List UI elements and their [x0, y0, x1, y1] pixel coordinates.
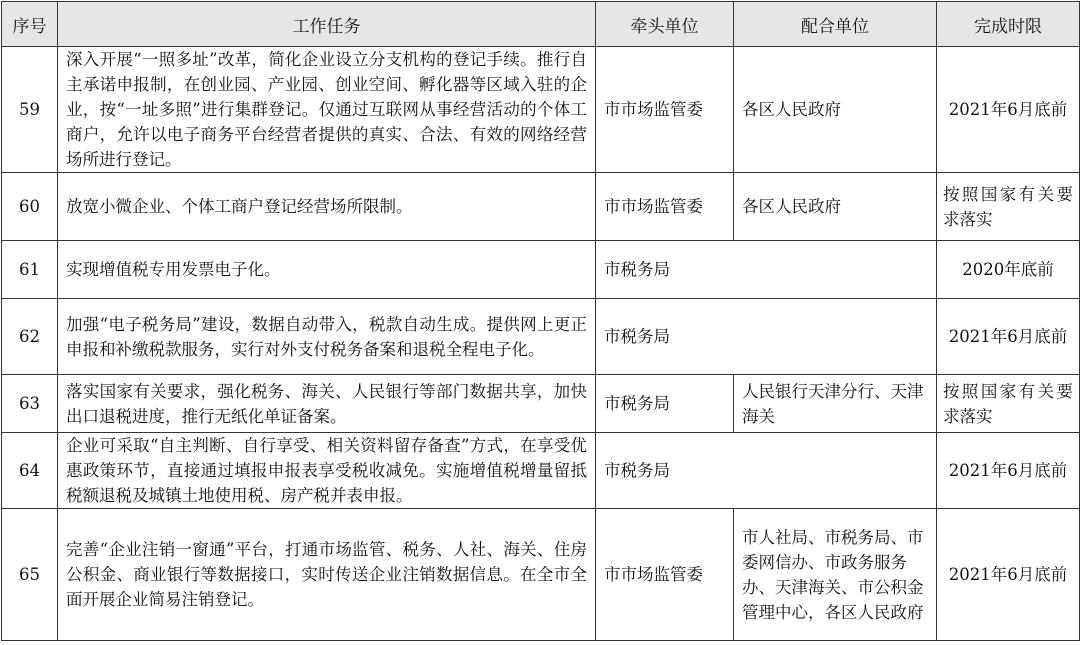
- row-lead-unit: 市税务局: [596, 433, 937, 509]
- header-cooperating-unit: 配合单位: [734, 2, 937, 47]
- table-row: [2, 173, 1080, 241]
- row-lead-unit: 市市场监管委: [596, 509, 734, 641]
- row-lead-unit: 市税务局: [596, 375, 734, 433]
- header-seq: 序号: [2, 2, 58, 47]
- table-header-row: [2, 2, 1080, 47]
- header-lead-unit: 牵头单位: [596, 2, 734, 47]
- row-seq: 60: [2, 173, 58, 241]
- row-seq: 61: [2, 241, 58, 299]
- row-seq: 65: [2, 509, 58, 641]
- row-task: 深入开展“一照多址”改革，简化企业设立分支机构的登记手续。推行自主承诺申报制，在创业园、产业园、创业空间、孵化器等区域入驻的企业，按“一址多照”进行集群登记。仅通过互联网从事经营活动的个体工商户，允许以电子商务平台经营者提供的真实、合法、有效的网络经营场所进行登记。: [58, 47, 596, 173]
- row-lead-unit: 市税务局: [596, 299, 937, 375]
- table-row: [2, 509, 1080, 641]
- row-task: 企业可采取“自主判断、自行享受、相关资料留存备查”方式，在享受优惠政策环节，直接通过填报申报表享受税收减免。实施增值税增量留抵税额退税及城镇土地使用税、房产税并表申报。: [58, 433, 596, 509]
- row-deadline: 2020年底前: [937, 241, 1080, 299]
- row-task: 完善“企业注销一窗通”平台，打通市场监管、税务、人社、海关、住房公积金、商业银行等数据接口，实时传送企业注销数据信息。在全市全面开展企业简易注销登记。: [58, 509, 596, 641]
- header-task: 工作任务: [58, 2, 596, 47]
- row-lead-unit: 市市场监管委: [596, 173, 734, 241]
- table-row: [2, 299, 1080, 375]
- row-deadline: 按照国家有关要求落实: [937, 375, 1080, 433]
- row-deadline: 2021年6月底前: [937, 433, 1080, 509]
- row-deadline: 按照国家有关要求落实: [937, 173, 1080, 241]
- table-row: [2, 47, 1080, 173]
- row-cooperating-unit: 人民银行天津分行、天津海关: [734, 375, 937, 433]
- row-cooperating-unit: 市人社局、市税务局、市委网信办、市政务服务办、天津海关、市公积金管理中心，各区人民政府: [734, 509, 937, 641]
- row-seq: 64: [2, 433, 58, 509]
- row-deadline: 2021年6月底前: [937, 47, 1080, 173]
- row-deadline: 2021年6月底前: [937, 509, 1080, 641]
- row-seq: 59: [2, 47, 58, 173]
- task-table: [1, 1, 1080, 641]
- row-deadline: 2021年6月底前: [937, 299, 1080, 375]
- table-row: [2, 433, 1080, 509]
- row-seq: 62: [2, 299, 58, 375]
- header-deadline: 完成时限: [937, 2, 1080, 47]
- row-cooperating-unit: 各区人民政府: [734, 47, 937, 173]
- row-lead-unit: 市税务局: [596, 241, 937, 299]
- row-task: 放宽小微企业、个体工商户登记经营场所限制。: [58, 173, 596, 241]
- row-cooperating-unit: 各区人民政府: [734, 173, 937, 241]
- table-row: [2, 241, 1080, 299]
- row-seq: 63: [2, 375, 58, 433]
- row-lead-unit: 市市场监管委: [596, 47, 734, 173]
- row-task: 加强“电子税务局”建设，数据自动带入，税款自动生成。提供网上更正申报和补缴税款服务，实行对外支付税务备案和退税全程电子化。: [58, 299, 596, 375]
- row-task: 落实国家有关要求，强化税务、海关、人民银行等部门数据共享，加快出口退税进度，推行无纸化单证备案。: [58, 375, 596, 433]
- table-row: [2, 375, 1080, 433]
- row-task: 实现增值税专用发票电子化。: [58, 241, 596, 299]
